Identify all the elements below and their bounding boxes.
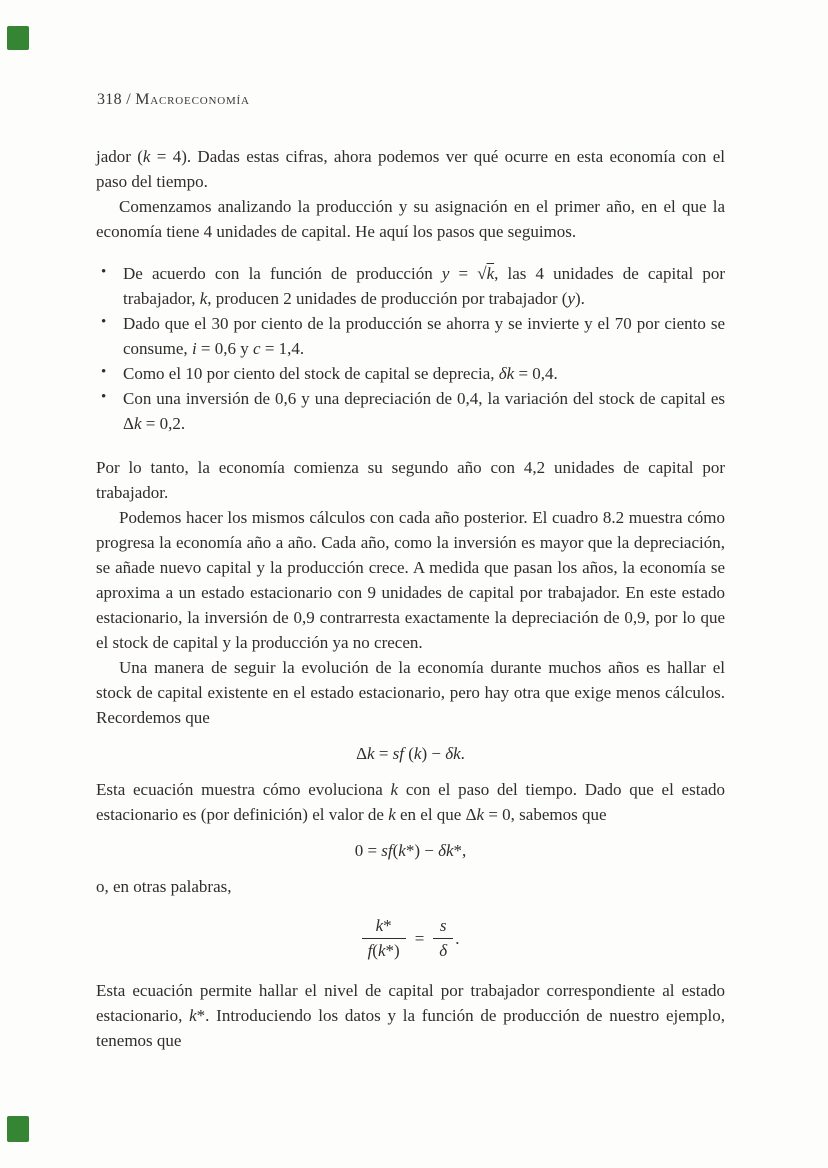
- bullet-item: • De acuerdo con la función de producción y = √k, las 4 unidades de capital por trabajador, k, producen 2 unidades de producción por trabajador (y).: [96, 261, 725, 311]
- paragraph: Esta ecuación permite hallar el nivel de capital por trabajador correspondiente al estado estacionario, k*. Introduciendo los datos y la función de producción de nuestro ejemplo, tenemos que: [96, 981, 725, 1050]
- bullet-icon: •: [101, 314, 107, 330]
- paragraph: Por lo tanto, la economía comienza su segundo año con 4,2 unidades de capital por trabajador.: [96, 458, 725, 502]
- page-number: 318: [97, 91, 122, 108]
- bullet-item: • Como el 10 por ciento del stock de capital se deprecia, δk = 0,4.: [96, 361, 725, 386]
- paragraph: jador (k = 4). Dadas estas cifras, ahora podemos ver qué ocurre en esta economía con el paso del tiempo.: [96, 147, 726, 191]
- left-numerator: k*: [375, 916, 392, 935]
- bullet-icon: •: [101, 364, 107, 380]
- running-header: [97, 91, 250, 109]
- bullet-icon: •: [101, 264, 107, 280]
- equation-suffix: .: [455, 929, 460, 948]
- equals-sign: =: [414, 929, 425, 948]
- bullet-item: • Con una inversión de 0,6 y una depreciación de 0,4, la variación del stock de capital es Δk = 0,2.: [96, 386, 725, 436]
- corner-marker-bottom-left: [7, 1116, 29, 1142]
- left-fraction: [362, 914, 406, 963]
- left-denominator: f(k*): [362, 938, 406, 963]
- right-denominator: δ: [433, 938, 453, 963]
- equation: Δk = sf (k) − δk.: [356, 744, 465, 763]
- paragraph: Esta ecuación muestra cómo evoluciona k con el paso del tiempo. Dado que el estado estacionario es (por definición) el valor de k en el que Δk = 0, sabemos que: [96, 780, 725, 824]
- equation: 0 = sf(k*) − δk*,: [354, 841, 467, 860]
- bullet-icon: •: [101, 389, 107, 405]
- bullet-item: • Dado que el 30 por ciento de la producción se ahorra y se invierte y el 70 por ciento se consume, i = 0,6 y c = 1,4.: [96, 311, 725, 361]
- bullet-list: [96, 261, 725, 436]
- paragraph: o, en otras palabras,: [96, 877, 232, 896]
- fraction-equation: [96, 914, 725, 963]
- paragraph: Podemos hacer los mismos cálculos con cada año posterior. El cuadro 8.2 muestra cómo progresa la economía año a año. Cada año, como la inversión es mayor que la depreciación, se añade nuevo capital y la producción crece. A medida que pasan los años, la economía se aproxima a un estado estacionario con 9 unidades de capital por trabajador. En este estado estacionario, la inversión de 0,9 contrarresta exactamente la depreciación de 0,9, por lo que el stock de capital y la producción ya no crecen.: [96, 508, 725, 652]
- right-fraction: [433, 914, 453, 963]
- right-numerator: s: [439, 916, 447, 935]
- header-separator: /: [121, 91, 136, 108]
- paragraph: Una manera de seguir la evolución de la economía durante muchos años es hallar el stock de capital existente en el estado estacionario, pero hay otra que exige menos cálculos. Recordemos que: [96, 658, 725, 727]
- book-title: Macroeconomía: [135, 91, 250, 108]
- corner-marker-top-left: [7, 26, 29, 50]
- page-body: [96, 144, 725, 1053]
- paragraph: Comenzamos analizando la producción y su asignación en el primer año, en el que la economía tiene 4 unidades de capital. He aquí los pasos que seguimos.: [96, 197, 725, 241]
